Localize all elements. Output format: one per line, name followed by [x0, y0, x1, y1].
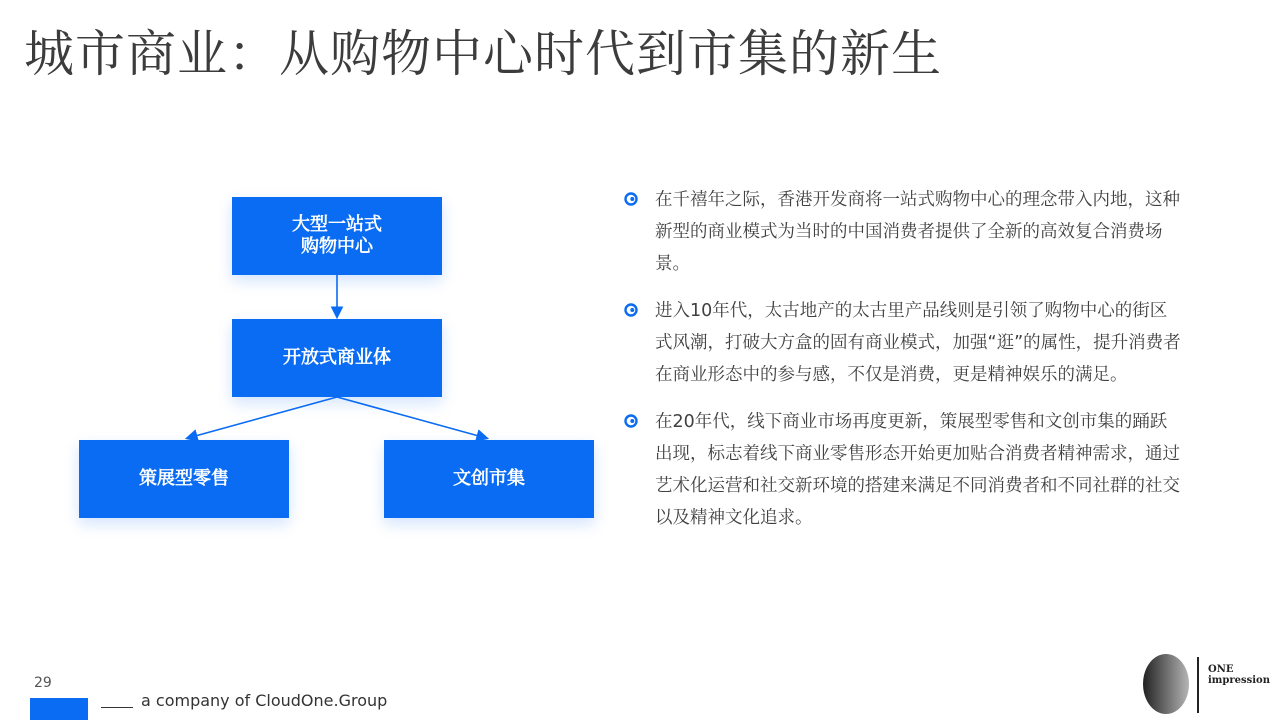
bullet-item [624, 184, 1184, 280]
bullet-text: 在千禧年之际，香港开发商将一站式购物中心的理念带入内地，这种新型的商业模式为当时的中国消费者提供了全新的高效复合消费场景。 [655, 190, 1180, 274]
bullet-icon [624, 414, 638, 428]
node-open-commercial [232, 319, 442, 397]
company-tagline: a company of CloudOne.Group [141, 691, 388, 710]
bullet-text: 在20年代，线下商业市场再度更新，策展型零售和文创市集的踊跃出现，标志着线下商业零售形态开始更加贴合消费者精神需求，通过艺术化运营和社交新环境的搭建来满足不同消费者和不同社群的社交以及精神文化追求。 [655, 412, 1180, 528]
bullet-icon [624, 192, 638, 206]
logo-text-one: ONE [1208, 664, 1234, 675]
logo-text [1208, 664, 1270, 686]
bullet-list [624, 184, 1184, 549]
node-creative-market [384, 440, 594, 518]
node-mall-label: 大型一站式 购物中心 [292, 214, 382, 257]
arrow-mid-to-left [188, 397, 337, 438]
bullet-item [624, 295, 1184, 391]
node-open-commercial-label: 开放式商业体 [283, 347, 391, 368]
logo-text-impression: impression [1208, 675, 1271, 686]
bullet-text: 进入10年代，太古地产的太古里产品线则是引领了购物中心的街区式风潮，打破大方盒的固有商业模式，加强“逛”的属性，提升消费者在商业形态中的参与感，不仅是消费，更是精神娱乐的满足。 [655, 301, 1181, 385]
arrow-mid-to-right [337, 397, 486, 438]
node-curated-retail-label: 策展型零售 [139, 468, 229, 489]
bullet-icon [624, 303, 638, 317]
footer-divider [101, 707, 133, 708]
footer-accent-block [30, 698, 88, 720]
node-curated-retail [79, 440, 289, 518]
node-mall [232, 197, 442, 275]
node-creative-market-label: 文创市集 [453, 468, 525, 489]
bullet-item [624, 406, 1184, 534]
page-title: 城市商业：从购物中心时代到市集的新生 [24, 25, 942, 83]
page-number: 29 [34, 675, 52, 691]
